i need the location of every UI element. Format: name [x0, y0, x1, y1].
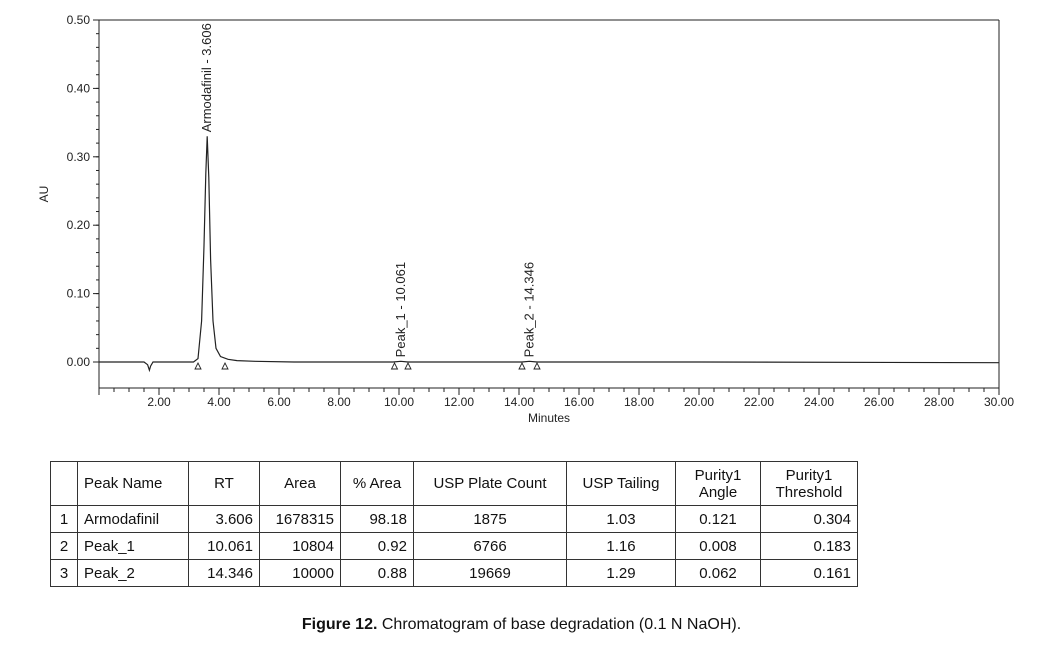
x-tick-label: 8.00 — [327, 395, 351, 409]
header-index — [51, 462, 78, 506]
peak-name-cell: Peak_1 — [78, 533, 189, 560]
header-area: Area — [260, 462, 341, 506]
percent-area-cell: 0.92 — [341, 533, 414, 560]
row-index-cell: 1 — [51, 506, 78, 533]
x-axis-label: Minutes — [527, 411, 571, 425]
header-rt: RT — [189, 462, 260, 506]
peak-label: Peak_1 - 10.061 — [392, 261, 408, 358]
retention-time-cell: 3.606 — [189, 506, 260, 533]
x-tick-label: 4.00 — [207, 395, 231, 409]
x-tick-label: 2.00 — [147, 395, 171, 409]
table-row — [51, 506, 858, 533]
usp-tailing-cell: 1.16 — [567, 533, 676, 560]
peak-label: Armodafinil - 3.606 — [199, 23, 215, 133]
purity-angle-cell: 0.121 — [676, 506, 761, 533]
x-tick-label: 16.00 — [563, 395, 595, 409]
y-axis-label: AU — [37, 185, 51, 203]
row-index-cell: 2 — [51, 533, 78, 560]
figure-label: Figure 12. — [301, 616, 378, 633]
peak-label: Peak_2 - 14.346 — [521, 261, 537, 358]
x-tick-label: 26.00 — [863, 395, 895, 409]
purity-threshold-cell: 0.161 — [761, 560, 858, 587]
area-cell: 10804 — [260, 533, 341, 560]
peak-integration-marker — [222, 363, 228, 369]
y-tick-label: 0.40 — [66, 81, 90, 96]
purity-threshold-cell: 0.183 — [761, 533, 858, 560]
purity-threshold-cell: 0.304 — [761, 506, 858, 533]
figure-caption — [0, 616, 1043, 634]
peak-integration-marker — [534, 363, 540, 369]
header-percent-area: % Area — [341, 462, 414, 506]
peak-integration-marker — [195, 363, 201, 369]
x-tick-label: 6.00 — [267, 395, 291, 409]
y-tick-label: 0.00 — [66, 355, 90, 369]
x-tick-label: 24.00 — [803, 395, 835, 409]
header-usp-tailing: USP Tailing — [567, 462, 676, 506]
peak-results-table — [50, 461, 858, 587]
area-cell: 1678315 — [260, 506, 341, 533]
figure-caption-text: Chromatogram of base degradation (0.1 N NaOH). — [377, 616, 742, 633]
x-tick-label: 30.00 — [983, 395, 1015, 409]
peak-name-cell: Armodafinil — [78, 506, 189, 533]
y-tick-label: 0.30 — [66, 149, 90, 164]
header-usp-plate-count: USP Plate Count — [414, 462, 567, 506]
table-header-row — [51, 462, 858, 506]
usp-plate-count-cell: 6766 — [414, 533, 567, 560]
area-cell: 10000 — [260, 560, 341, 587]
row-index-cell: 3 — [51, 560, 78, 587]
purity-angle-cell: 0.008 — [676, 533, 761, 560]
peak-integration-marker — [405, 363, 411, 369]
retention-time-cell: 14.346 — [189, 560, 260, 587]
percent-area-cell: 98.18 — [341, 506, 414, 533]
table-body — [51, 506, 858, 587]
chromatogram-trace — [99, 136, 999, 370]
y-tick-label: 0.20 — [66, 218, 90, 233]
header-purity-angle — [676, 462, 761, 506]
x-tick-label: 10.00 — [383, 395, 415, 409]
percent-area-cell: 0.88 — [341, 560, 414, 587]
usp-tailing-cell: 1.29 — [567, 560, 676, 587]
retention-time-cell: 10.061 — [189, 533, 260, 560]
purity-angle-cell: 0.062 — [676, 560, 761, 587]
x-tick-label: 20.00 — [683, 395, 715, 409]
header-purity-threshold-text: Purity1 Threshold — [775, 466, 843, 501]
table-row — [51, 533, 858, 560]
x-tick-label: 14.00 — [503, 395, 535, 409]
y-tick-label: 0.50 — [66, 13, 90, 27]
usp-plate-count-cell: 1875 — [414, 506, 567, 533]
x-tick-label: 18.00 — [623, 395, 655, 409]
peak-integration-marker — [519, 363, 525, 369]
header-peak-name: Peak Name — [78, 462, 189, 506]
peak-name-cell: Peak_2 — [78, 560, 189, 587]
usp-plate-count-cell: 19669 — [414, 560, 567, 587]
header-purity-threshold — [761, 462, 858, 506]
x-tick-label: 22.00 — [743, 395, 775, 409]
x-tick-label: 28.00 — [923, 395, 955, 409]
header-purity-angle-text: Purity1 Angle — [694, 466, 742, 501]
table-row — [51, 560, 858, 587]
x-tick-label: 12.00 — [443, 395, 475, 409]
y-tick-label: 0.10 — [66, 286, 90, 301]
usp-tailing-cell: 1.03 — [567, 506, 676, 533]
peak-integration-marker — [392, 363, 398, 369]
